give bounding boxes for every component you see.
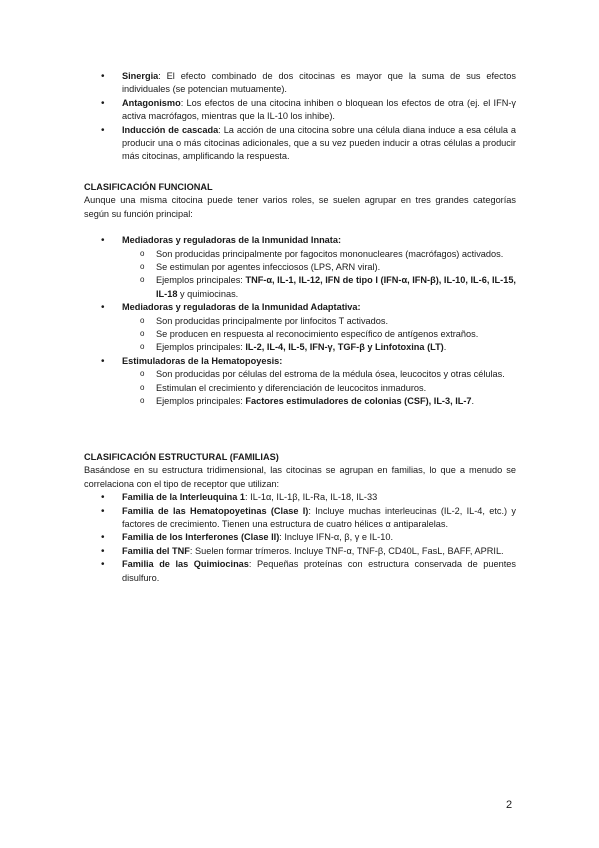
list-item xyxy=(84,545,516,558)
family-term: Familia de las Hematopoyetinas (Clase I) xyxy=(122,505,309,516)
sub-item-text: Ejemplos principales: xyxy=(156,396,246,407)
interaction-list xyxy=(84,70,516,164)
item-text: : El efecto combinado de dos citocinas es mayor que la suma de sus efectos individuales (se potencian mutuamente). xyxy=(122,71,516,95)
sub-item xyxy=(122,261,516,274)
sub-item-text: . xyxy=(443,342,447,353)
term-antagonism: Antagonismo xyxy=(122,97,181,108)
sub-item xyxy=(122,248,516,261)
item-text: : Incluye IFN-α, β, γ e IL-10. xyxy=(279,532,394,543)
section-title: CLASIFICACIÓN ESTRUCTURAL (FAMILIAS) xyxy=(84,452,279,462)
list-item xyxy=(84,124,516,164)
term-cascade: Inducción de cascada xyxy=(122,124,219,135)
sub-item-text: Son producidas principalmente por fagocitos mononucleares (macrófagos) activados. xyxy=(156,248,504,259)
sub-list xyxy=(122,368,516,408)
item-text: : Los efectos de una citocina inhiben o bloquean los efectos de otra (ej. el IFN-γ activa macrófagos, mientras que la IL-10 los inhibe). xyxy=(122,97,516,122)
sub-item xyxy=(122,368,516,381)
list-item xyxy=(84,558,516,585)
list-item xyxy=(84,97,516,124)
sub-item-bold: IL-2, IL-4, IL-5, IFN-γ, TGF-β y Linfotoxina (LT) xyxy=(245,342,444,353)
group-title: Estimuladoras de la Hematopoyesis xyxy=(122,355,280,366)
family-list xyxy=(84,491,516,585)
group-hematopoiesis: • Estimuladoras de la Hematopoyesis: o Son producidas por células del estroma de la médula ósea, leucocitos y otras células. o Estimulan el crecimiento y diferenciación de leucocitos inmaduros. o Ejemplos principales: Factores estimuladores de colonias (CSF), IL-3, IL-7. xyxy=(84,355,516,409)
interaction-bullets xyxy=(84,70,516,164)
sub-item-text: Se producen en respuesta al reconocimiento específico de antígenos extraños. xyxy=(156,329,479,340)
sub-item-text: y quimiocinas. xyxy=(177,288,239,299)
sub-list xyxy=(122,248,516,302)
family-term: Familia del TNF xyxy=(122,545,190,556)
sub-item xyxy=(122,328,516,341)
section-intro: Basándose en su estructura tridimensional, las citocinas se agrupan en familias, lo que a menudo se correlaciona con el tipo de receptor que utilizan: xyxy=(84,465,516,489)
sub-item-text: Ejemplos principales: xyxy=(156,342,246,353)
sub-item xyxy=(122,274,516,301)
term-synergy: Sinergia xyxy=(122,71,159,81)
sub-item xyxy=(122,382,516,395)
sub-item-text: Son producidas por células del estroma de la médula ósea, leucocitos y otras células. xyxy=(156,369,505,380)
item-text: : Suelen formar trímeros. Incluye TNF-α, TNF-β, CD40L, FasL, BAFF, APRIL. xyxy=(189,545,504,556)
page-number: 2 xyxy=(506,799,513,811)
sub-item-text: Se estimulan por agentes infecciosos (LPS, ARN viral). xyxy=(156,262,381,273)
functional-section xyxy=(84,181,516,409)
family-term: Familia de los Interferones (Clase II) xyxy=(122,532,280,543)
list-item xyxy=(84,70,516,97)
structural-section xyxy=(84,451,516,585)
item-text: : IL-1α, IL-1β, IL-Ra, IL-18, IL-33 xyxy=(245,492,378,503)
sub-item-text: . xyxy=(471,396,475,407)
sub-list xyxy=(122,315,516,355)
item-text: : Pequeñas proteínas con estructura conservada de puentes disulfuro. xyxy=(122,559,516,583)
item-text: : Incluye muchas interleucinas (IL-2, IL-4, etc.) y factores de crecimiento. Tienen una estructura de cuatro hélices α antiparalelas. xyxy=(122,505,516,530)
family-term: Familia de las Quimiocinas xyxy=(122,559,249,570)
section-intro: Aunque una misma citocina puede tener varios roles, se suelen agrupar en tres grandes categorías según su función principal: xyxy=(84,195,516,219)
sub-item-text: Ejemplos principales: xyxy=(156,275,246,286)
group-title: Mediadoras y reguladoras de la Inmunidad Adaptativa xyxy=(122,302,358,313)
sub-item xyxy=(122,315,516,328)
section-title: CLASIFICACIÓN FUNCIONAL xyxy=(84,182,213,192)
group-title: Mediadoras y reguladoras de la Inmunidad Innata xyxy=(122,235,338,246)
item-text: : La acción de una citocina sobre una célula diana induce a esa célula a producir una o más citocinas adicionales, que a su vez pueden inducir a otras células a producir más citocinas, amplificando la respuesta. xyxy=(122,124,516,162)
sub-item xyxy=(122,341,516,354)
list-item xyxy=(84,491,516,504)
sub-item-bold: TNF-α, IL-1, IL-12, IFN de tipo I (IFN-α, IFN-β), IL-10, IL-6, IL-15, IL-18 xyxy=(156,275,516,299)
sub-item xyxy=(122,395,516,408)
list-item xyxy=(84,531,516,544)
list-item xyxy=(84,505,516,532)
group-adaptive: • Mediadoras y reguladoras de la Inmunidad Adaptativa: o Son producidas principalmente por linfocitos T activados. o Se producen en respuesta al reconocimiento específico de antígenos extraños. o Ejemplos principales: IL-2, IL-4, IL-5, IFN-γ, TGF-β y Linfotoxina (LT). xyxy=(84,301,516,355)
group-innate: • Mediadoras y reguladoras de la Inmunidad Innata: o Son producidas principalmente por fagocitos mononucleares (macrófagos) activados. o Se estimulan por agentes infecciosos (LPS, ARN viral). o Ejemplos principales: TNF-α, IL-1, IL-12, IFN de tipo I (IFN-α, IFN-β), IL-10, IL-6, IL-15, IL-18 y quimiocinas. xyxy=(84,234,516,301)
sub-item-text: Son producidas principalmente por linfocitos T activados. xyxy=(156,315,389,326)
sub-item-bold: Factores estimuladores de colonias (CSF), IL-3, IL-7 xyxy=(245,396,472,407)
functional-groups xyxy=(84,234,516,408)
sub-item-text: Estimulan el crecimiento y diferenciación de leucocitos inmaduros. xyxy=(156,382,427,393)
family-term: Familia de la Interleuquina 1 xyxy=(122,492,246,503)
